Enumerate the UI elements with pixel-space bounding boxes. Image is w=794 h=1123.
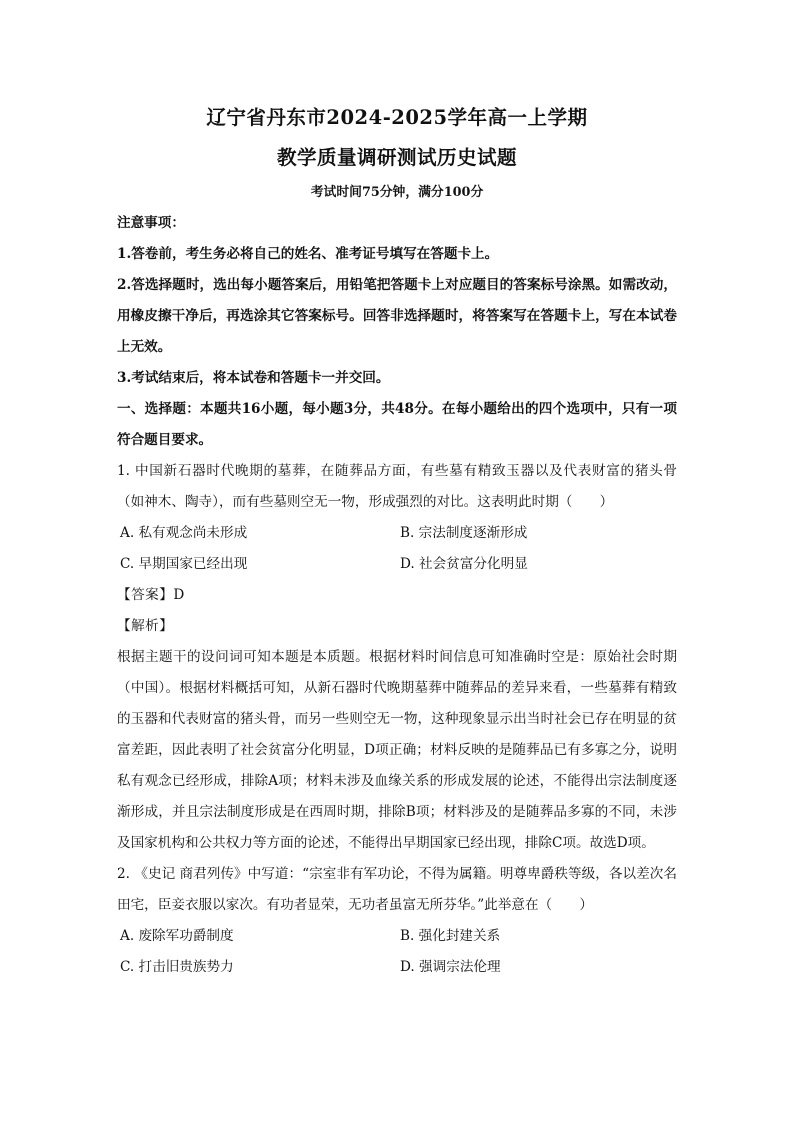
question-1-options-row1 bbox=[117, 518, 677, 549]
question-2-option-c: C. 打击旧贵族势力 bbox=[120, 959, 234, 975]
exam-title-line1: 辽宁省丹东市2024-2025学年高一上学期 bbox=[206, 106, 588, 129]
exam-duration-score: 考试时间75分钟，满分100分 bbox=[310, 185, 484, 200]
question-1-options-row2 bbox=[117, 549, 677, 580]
question-1-analysis-label: 【解析】 bbox=[117, 618, 174, 634]
question-1-option-a: A. 私有观念尚未形成 bbox=[120, 525, 248, 541]
question-2-option-d: D. 强调宗法伦理 bbox=[400, 959, 501, 975]
exam-title-line2: 教学质量调研测试历史试题 bbox=[276, 146, 517, 169]
question-2-option-b: B. 强化封建关系 bbox=[400, 928, 501, 944]
question-1-option-b: B. 宗法制度逐渐形成 bbox=[400, 525, 528, 541]
notice-item-2: 2.答选择题时，选出每小题答案后，用铅笔把答题卡上对应题目的答案标号涂黑。如需改动，用橡皮擦干净后，再选涂其它答案标号。回答非选择题时，将答案写在答题卡上，写在本试卷上无效。 bbox=[117, 277, 677, 355]
section-heading-choice: 一、选择题：本题共16小题，每小题3分，共48分。在每小题给出的四个选项中，只有一项符合题目要求。 bbox=[117, 401, 677, 448]
question-2-stem: 2. 《史记 商君列传》中写道：“宗室非有军功论，不得为属籍。明尊卑爵秩等级，各以差次名田宅，臣妾衣服以家次。有功者显荣，无功者虽富无所芬华。”此举意在（ ） bbox=[117, 866, 677, 913]
question-1-stem: 1. 中国新石器时代晚期的墓葬，在随葬品方面，有些墓有精致玉器以及代表财富的猪头骨（如神木、陶寺），而有些墓则空无一物，形成强烈的对比。这表明此时期（ ） bbox=[117, 463, 677, 510]
question-1-answer: 【答案】D bbox=[117, 587, 185, 603]
question-2-option-a: A. 废除军功爵制度 bbox=[120, 928, 234, 944]
notice-item-3: 3.考试结束后，将本试卷和答题卡一并交回。 bbox=[117, 370, 390, 386]
question-1-option-c: C. 早期国家已经出现 bbox=[120, 556, 248, 572]
notice-heading: 注意事项： bbox=[117, 215, 185, 231]
question-2-options-row2 bbox=[117, 952, 677, 983]
question-1-analysis: 根据主题干的设问词可知本题是本质题。根据材料时间信息可知准确时空是：原始社会时期（中国）。根据材料概括可知，从新石器时代晚期墓葬中随葬品的差异来看，一些墓葬有精致的玉器和代表财富的猪头骨，而另一些则空无一物，这种现象显示出当时社会已存在明显的贫富差距，因此表明了社会贫富分化明显，D项正确；材料反映的是随葬品已有多寡之分，说明私有观念已经形成，排除A项；材料未涉及血缘关系的形成发展的论述，不能得出宗法制度逐渐形成，并且宗法制度形成是在西周时期，排除B项；材料涉及的是随葬品多寡的不同，未涉及国家机构和公共权力等方面的论述，不能得出早期国家已经出现，排除C项。故选D项。 bbox=[117, 649, 677, 851]
notice-item-1: 1.答卷前，考生务必将自己的姓名、准考证号填写在答题卡上。 bbox=[117, 246, 499, 262]
question-1-option-d: D. 社会贫富分化明显 bbox=[400, 556, 528, 572]
question-2-options-row1 bbox=[117, 921, 677, 952]
